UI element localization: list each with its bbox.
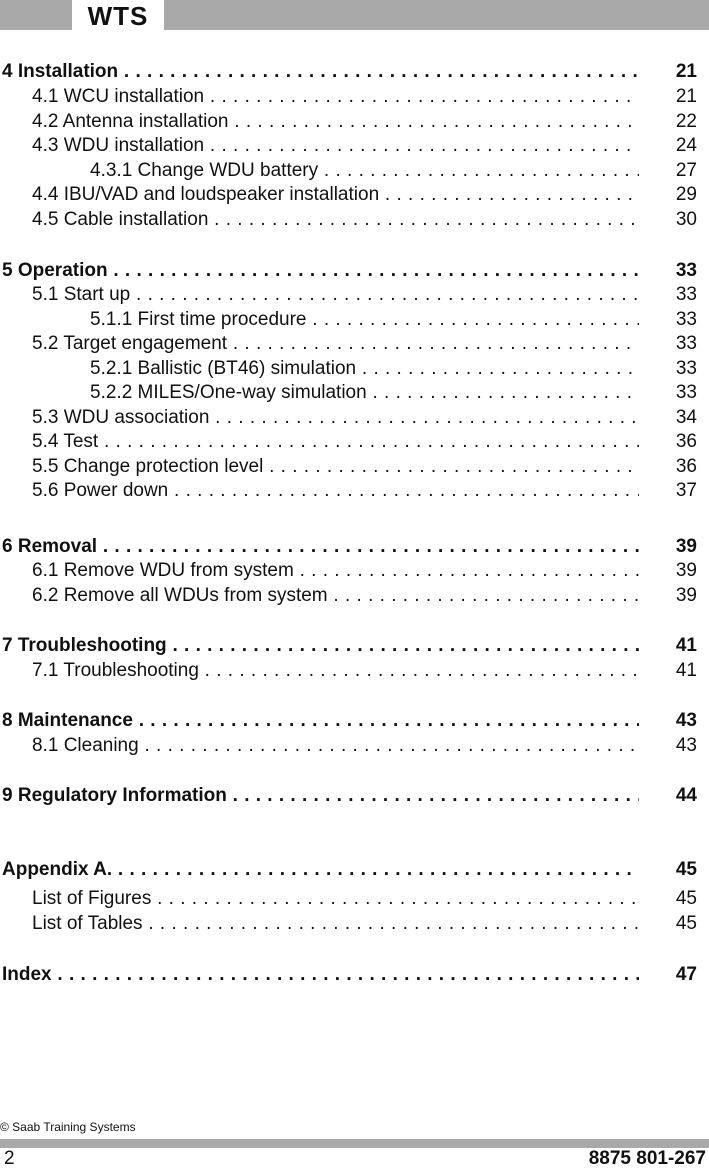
toc-entry-title: List of Figures . . . xyxy=(32,887,639,911)
toc-entry[interactable] xyxy=(0,406,709,430)
toc-entry-title: Appendix A. . . . xyxy=(2,858,639,882)
toc-entry-page: 41 xyxy=(675,635,697,656)
toc-entry[interactable] xyxy=(0,535,709,559)
toc-entry-title: 6 Removal . . . xyxy=(2,535,639,559)
toc-entry-title: 5.2.1 Ballistic (BT46) simulation . . . xyxy=(90,357,639,381)
toc-entry[interactable] xyxy=(0,208,709,232)
toc-entry-page: 43 xyxy=(675,735,697,756)
toc-entry[interactable] xyxy=(0,159,709,183)
toc-entry-title: 4.5 Cable installation . . . xyxy=(32,208,639,232)
toc-entry[interactable] xyxy=(0,709,709,733)
document-number: 8875 801-267 xyxy=(588,1148,706,1169)
toc-entry[interactable] xyxy=(0,634,709,658)
toc-entry-title: 5.4 Test . . . xyxy=(32,430,639,454)
toc-entry[interactable] xyxy=(0,283,709,307)
toc-entry-title: 8 Maintenance . . . xyxy=(2,709,639,733)
toc-entry-title: 9 Regulatory Information . . . xyxy=(2,784,639,808)
toc-entry-title: 4.3.1 Change WDU battery . . . xyxy=(90,159,639,183)
toc-entry[interactable] xyxy=(0,455,709,479)
toc-entry-page: 30 xyxy=(675,209,697,230)
toc-entry-page: 27 xyxy=(675,160,697,181)
toc-entry-page: 39 xyxy=(675,585,697,606)
toc-entry-page: 21 xyxy=(675,61,697,82)
toc-entry[interactable] xyxy=(0,183,709,207)
toc-entry[interactable] xyxy=(0,559,709,583)
toc-entry[interactable] xyxy=(0,734,709,758)
toc-entry[interactable] xyxy=(0,430,709,454)
toc-entry-page: 36 xyxy=(675,431,697,452)
toc-entry-page: 39 xyxy=(675,560,697,581)
toc-entry[interactable] xyxy=(0,357,709,381)
toc-entry[interactable] xyxy=(0,584,709,608)
toc-entry[interactable] xyxy=(0,381,709,405)
toc-entry[interactable] xyxy=(0,332,709,356)
toc-entry-page: 24 xyxy=(675,135,697,156)
toc-entry-title: 5.2 Target engagement . . . xyxy=(32,332,639,356)
toc-entry-page: 33 xyxy=(675,309,697,330)
toc-entry-page: 45 xyxy=(675,888,697,909)
toc-entry-page: 22 xyxy=(675,111,697,132)
toc-entry-title: List of Tables . . . xyxy=(32,912,639,936)
toc-entry-page: 47 xyxy=(675,964,697,985)
toc-entry[interactable] xyxy=(0,110,709,134)
toc-entry[interactable] xyxy=(0,887,709,911)
toc-entry-page: 33 xyxy=(675,382,697,403)
toc-entry-title: Index . . . xyxy=(2,963,639,987)
toc-entry[interactable] xyxy=(0,912,709,936)
toc-entry-page: 44 xyxy=(675,785,697,806)
page-number: 2 xyxy=(4,1148,15,1169)
toc-entry-title: 5.3 WDU association . . . xyxy=(32,406,639,430)
toc-entry-page: 29 xyxy=(675,184,697,205)
toc-entry-title: 6.2 Remove all WDUs from system . . . xyxy=(32,584,639,608)
toc-entry-title: 5 Operation . . . xyxy=(2,259,639,283)
toc-entry-title: 4 Installation . . . xyxy=(2,60,639,84)
toc-entry-title: 5.1 Start up . . . xyxy=(32,283,639,307)
toc-entry-title: 4.1 WCU installation . . . xyxy=(32,85,639,109)
toc-entry-page: 33 xyxy=(675,358,697,379)
toc-entry-title: 5.6 Power down . . . xyxy=(32,479,639,503)
toc-entry[interactable] xyxy=(0,134,709,158)
toc-entry[interactable] xyxy=(0,479,709,503)
toc-entry[interactable] xyxy=(0,784,709,808)
toc-entry-title: 5.1.1 First time procedure . . . xyxy=(90,308,639,332)
toc-entry-page: 21 xyxy=(675,86,697,107)
toc-entry-page: 36 xyxy=(675,456,697,477)
toc-entry-page: 41 xyxy=(675,660,697,681)
toc-entry-page: 45 xyxy=(675,913,697,934)
toc-entry-page: 33 xyxy=(675,284,697,305)
toc-entry-title: 7 Troubleshooting . . . xyxy=(2,634,639,658)
toc-entry-page: 34 xyxy=(675,407,697,428)
toc-entry-title: 5.5 Change protection level . . . xyxy=(32,455,639,479)
toc-entry[interactable] xyxy=(0,85,709,109)
toc-entry-title: 7.1 Troubleshooting . . . xyxy=(32,659,639,683)
toc-entry[interactable] xyxy=(0,259,709,283)
toc-entry-page: 37 xyxy=(675,480,697,501)
toc-entry-title: 8.1 Cleaning . . . xyxy=(32,734,639,758)
header-tab: WTS xyxy=(72,0,164,30)
toc-entry-title: 4.4 IBU/VAD and loudspeaker installation . . . xyxy=(32,183,639,207)
toc-entry-title: 5.2.2 MILES/One-way simulation . . . xyxy=(90,381,639,405)
toc-entry-page: 39 xyxy=(675,536,697,557)
toc-entry[interactable] xyxy=(0,963,709,987)
toc-entry-page: 43 xyxy=(675,710,697,731)
toc-entry-page: 45 xyxy=(675,859,697,880)
toc-entry-title: 4.3 WDU installation . . . xyxy=(32,134,639,158)
toc-entry-page: 33 xyxy=(675,333,697,354)
toc-entry-title: 6.1 Remove WDU from system . . . xyxy=(32,559,639,583)
copyright-notice: © Saab Training Systems xyxy=(0,1120,136,1134)
toc-entry[interactable] xyxy=(0,659,709,683)
toc-entry-page: 33 xyxy=(675,260,697,281)
toc-entry[interactable] xyxy=(0,858,709,882)
footer-bar xyxy=(0,1139,709,1148)
toc-entry[interactable] xyxy=(0,308,709,332)
toc-entry-title: 4.2 Antenna installation . . . xyxy=(32,110,639,134)
toc-entry[interactable] xyxy=(0,60,709,84)
